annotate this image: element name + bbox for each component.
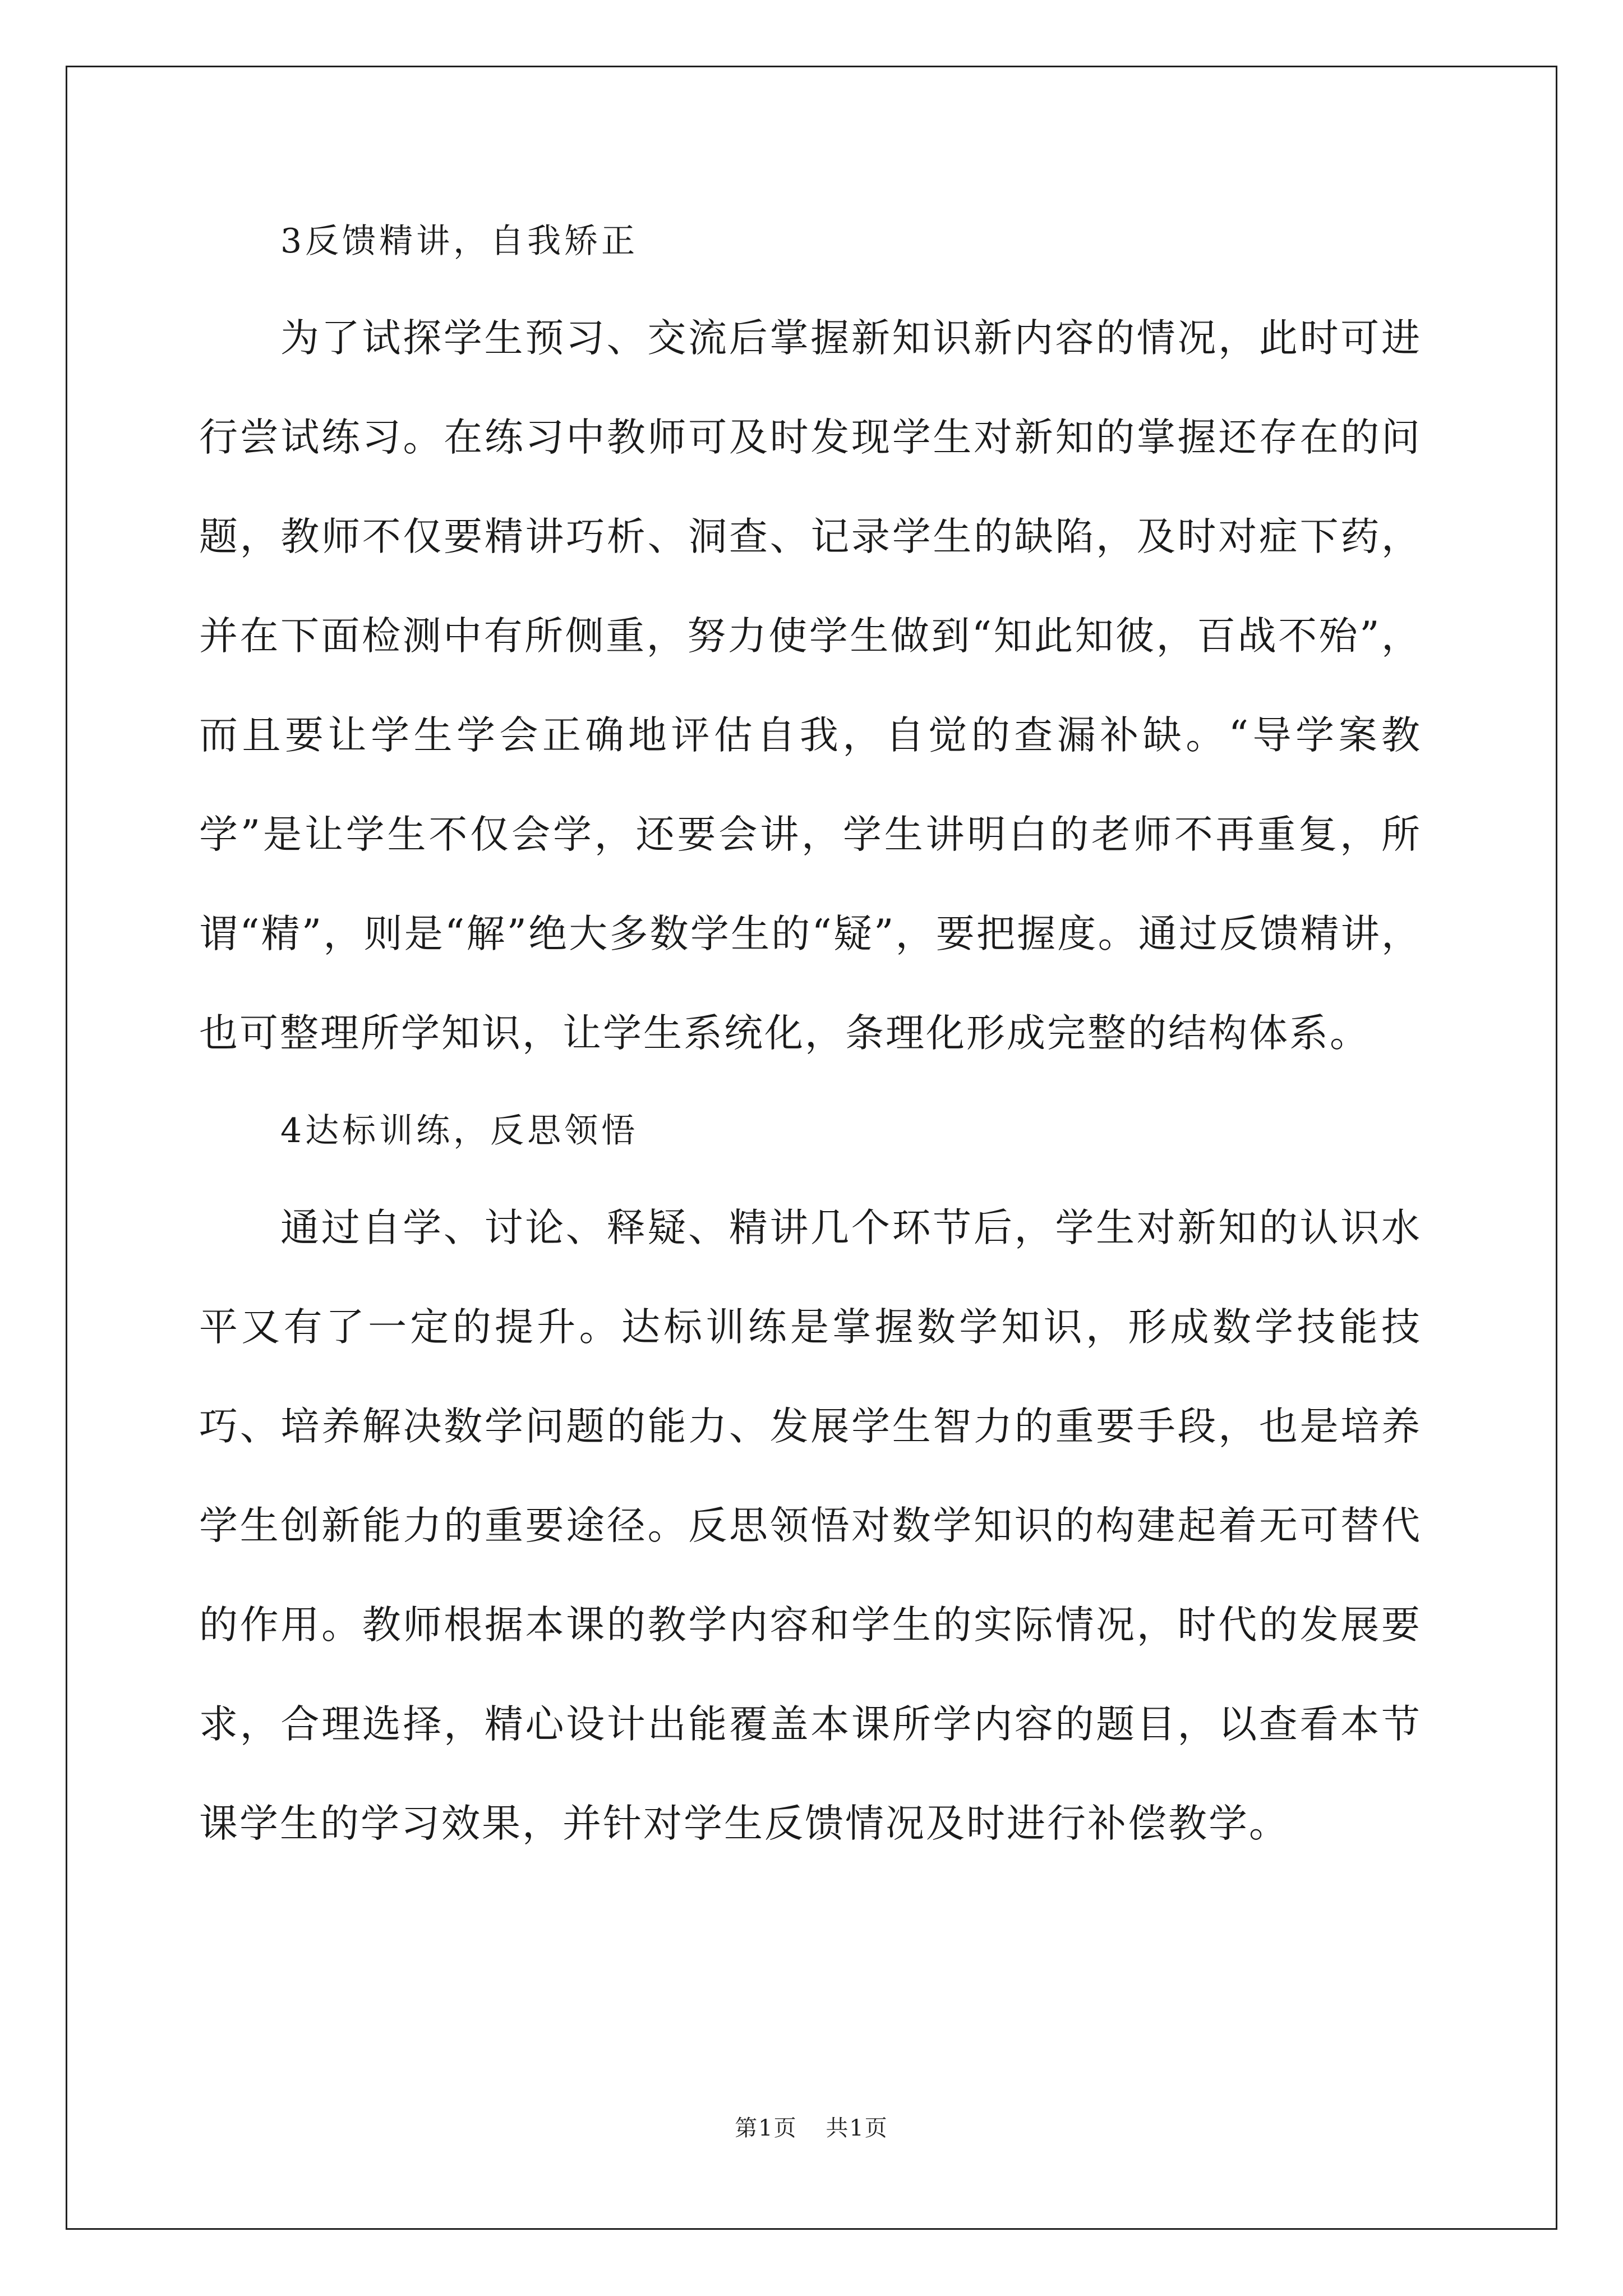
- page-footer: [0, 2110, 1623, 2142]
- page-count: 共1页: [826, 2115, 888, 2141]
- section-3-paragraph: 为了试探学生预习、交流后掌握新知识新内容的情况，此时可进行尝试练习。在练习中教师可及时发现学生对新知的掌握还存在的问题，教师不仅要精讲巧析、洞查、记录学生的缺陷，及时对症下药，并在下面检测中有所侧重，努力使学生做到“知此知彼，百战不殆”，而且要让学生学会正确地评估自我，自觉的查漏补缺。“导学案教学”是让学生不仅会学，还要会讲，学生讲明白的老师不再重复，所谓“精”，则是“解”绝大多数学生的“疑”，要把握度。通过反馈精讲，也可整理所学知识，让学生系统化，条理化形成完整的结构体系。: [199, 316, 1422, 1056]
- section-4-heading: 4达标训练，反思领悟: [280, 1111, 639, 1151]
- section-3-heading: 3反馈精讲，自我矫正: [280, 222, 639, 261]
- section-4-paragraph: 通过自学、讨论、释疑、精讲几个环节后，学生对新知的认识水平又有了一定的提升。达标训练是掌握数学知识，形成数学技能技巧、培养解决数学问题的能力、发展学生智力的重要手段，也是培养学生创新能力的重要途径。反思领悟对数学知识的构建起着无可替代的作用。教师根据本课的教学内容和学生的实际情况，时代的发展要求，合理选择，精心设计出能覆盖本课所学内容的题目，以查看本节课学生的学习效果，并针对学生反馈情况及时进行补偿教学。: [199, 1205, 1422, 1846]
- document-body: [199, 208, 1422, 1874]
- page-number: 第1页: [735, 2115, 797, 2141]
